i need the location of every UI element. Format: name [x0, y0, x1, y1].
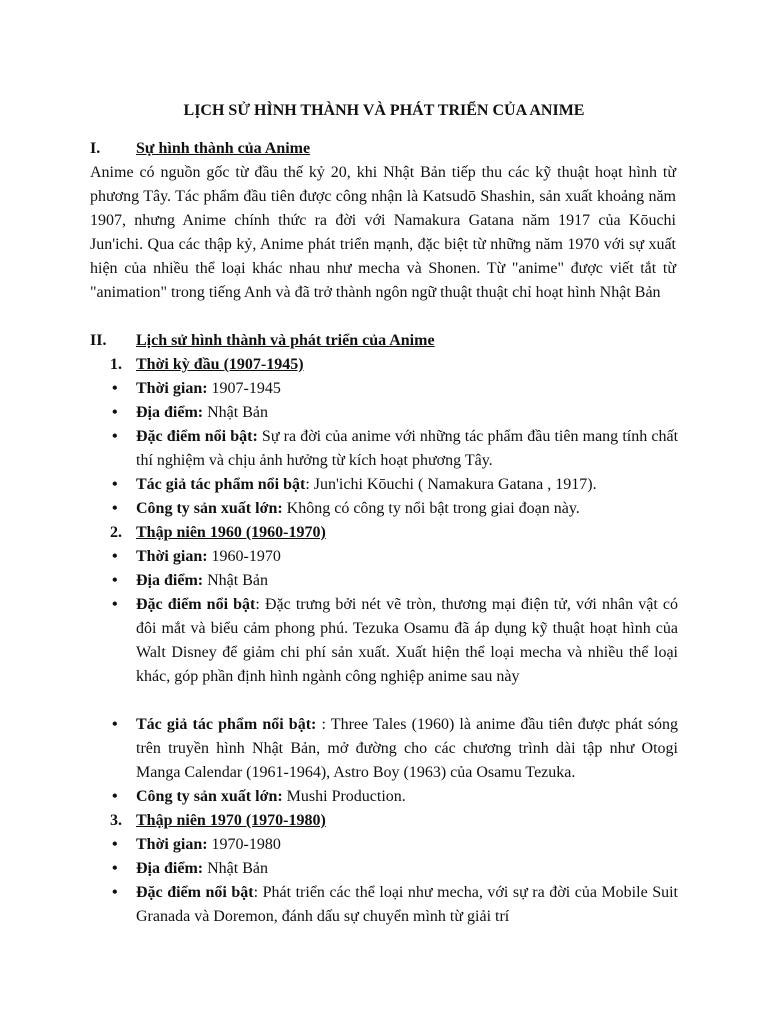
item-label: Công ty sản xuất lớn: — [136, 500, 283, 517]
period-2-heading — [110, 521, 690, 545]
list-item: • Đặc điểm nổi bật: Đặc trưng bởi nét vẽ tròn, thương mại điện tử, với nhân vật có đôi mắt và biểu cảm phong phú. Tezuka Osamu đã áp dụng kỹ thuật hoạt hình của Walt Disney để giảm chi phí sản xuất. Xuất hiện thể loại mecha và nhiều thể loại khác, góp phần định hình ngành công nghiệp anime sau này — [112, 596, 678, 685]
item-text: Không có công ty nổi bật trong giai đoạn này. — [282, 500, 580, 517]
item-text: 1907-1945 — [207, 380, 281, 397]
item-text: : Three Tales (1960) là anime đầu tiên được phát sóng trên truyền hình Nhật Bản, mở đường cho các chương trình dài tập như Otogi Manga Calendar (1961-1964), Astro Boy (1963) của Osamu Tezuka. — [136, 716, 679, 781]
list-item: • Đặc điểm nổi bật: Phát triển các thể loại như mecha, với sự ra đời của Mobile Suit Granada và Doremon, đánh dấu sự chuyển mình từ giải trí — [112, 884, 679, 925]
list-item: • Thời gian: 1970-1980 — [112, 836, 281, 853]
list-item: • Thời gian: 1907-1945 — [112, 380, 281, 397]
list-item: • Tác giả tác phẩm nổi bật: : Three Tales (1960) là anime đầu tiên được phát sóng trên truyền hình Nhật Bản, mở đường cho các chương trình dài tập như Otogi Manga Calendar (1961-1964), Astro Boy (1963) của Osamu Tezuka. — [112, 716, 679, 781]
list-item: • Đặc điểm nổi bật: Sự ra đời của anime với những tác phẩm đầu tiên mang tính chất thí nghiệm và chịu ảnh hưởng từ kích hoạt phương Tây. — [112, 428, 679, 469]
item-text: Nhật Bản — [203, 572, 268, 589]
item-label: Thời gian: — [136, 836, 208, 853]
item-text: : Phát triển các thể loại như mecha, với sự ra đời của Mobile Suit Granada và Doremon, đánh dấu sự chuyển mình từ giải trí — [136, 884, 679, 925]
list-item: • Công ty sản xuất lớn: Mushi Production. — [112, 788, 406, 805]
item-text: Mushi Production. — [282, 788, 406, 805]
item-text: : Jun'ichi Kōuchi ( Namakura Gatana , 1917). — [305, 476, 597, 493]
item-label: Tác giả tác phẩm nổi bật: — [136, 716, 317, 733]
item-label: Công ty sản xuất lớn: — [136, 788, 283, 805]
period-1-title: Thời kỳ đầu (1907-1945) — [136, 356, 304, 373]
item-text: Nhật Bản — [203, 404, 268, 421]
list-item: • Địa điểm: Nhật Bản — [112, 860, 268, 877]
period-2-number: 2. — [110, 524, 122, 541]
section-2-title: Lịch sử hình thành và phát triển của Anime — [136, 332, 435, 349]
item-label: Tác giả tác phẩm nổi bật — [136, 476, 306, 493]
item-label: Thời gian: — [136, 548, 208, 565]
item-text: : Đặc trưng bởi nét vẽ tròn, thương mại điện tử, với nhân vật có đôi mắt và biểu cảm phong phú. Tezuka Osamu đã áp dụng kỹ thuật hoạt hình của Walt Disney để giảm chi phí sản xuất. Xuất hiện thể loại mecha và nhiều thể loại khác, góp phần định hình ngành công nghiệp anime sau này — [136, 596, 678, 685]
item-label: Đặc điểm nổi bật — [136, 596, 256, 613]
item-label: Đặc điểm nổi bật: — [136, 428, 258, 445]
period-3-heading — [110, 809, 690, 833]
list-item: • Địa điểm: Nhật Bản — [112, 404, 268, 421]
period-3-number: 3. — [110, 812, 122, 829]
section-2-number: II. — [90, 332, 107, 349]
item-text: 1970-1980 — [207, 836, 281, 853]
document-title: LỊCH SỬ HÌNH THÀNH VÀ PHÁT TRIỂN CỦA ANIME — [183, 102, 585, 119]
item-label: Địa điểm: — [136, 572, 204, 589]
list-item: • Công ty sản xuất lớn: Không có công ty nổi bật trong giai đoạn này. — [112, 500, 580, 517]
section-1-heading — [90, 137, 690, 161]
item-text: Sự ra đời của anime với những tác phẩm đầu tiên mang tính chất thí nghiệm và chịu ảnh hưởng từ kích hoạt phương Tây. — [136, 428, 679, 469]
item-label: Thời gian: — [136, 380, 208, 397]
list-item: • Thời gian: 1960-1970 — [112, 548, 281, 565]
item-label: Địa điểm: — [136, 404, 204, 421]
period-3-title: Thập niên 1970 (1970-1980) — [136, 812, 326, 829]
list-item: • Tác giả tác phẩm nổi bật: Jun'ichi Kōuchi ( Namakura Gatana , 1917). — [112, 476, 597, 493]
section-1-title: Sự hình thành của Anime — [136, 140, 311, 157]
section-1-paragraph: Anime có nguồn gốc từ đầu thế kỷ 20, khi Nhật Bản tiếp thu các kỹ thuật hoạt hình từ phương Tây. Tác phẩm đầu tiên được công nhận là Katsudō Shashin, sản xuất khoảng năm 1907, nhưng Anime chính thức ra đời với Namakura Gatana năm 1917 của Kōuchi Jun'ichi. Qua các thập kỷ, Anime phát triển mạnh, đặc biệt từ những năm 1970 với sự xuất hiện của nhiều thể loại khác nhau như mecha và Shonen. Từ "anime" được viết tắt từ "animation" trong tiếng Anh và đã trở thành ngôn ngữ thuật thuật chỉ hoạt hình Nhật Bản — [90, 164, 676, 301]
period-1-heading — [110, 353, 690, 377]
item-label: Đặc điểm nổi bật — [136, 884, 254, 901]
item-label: Địa điểm: — [136, 860, 204, 877]
list-item: • Địa điểm: Nhật Bản — [112, 572, 268, 589]
section-1-number: I. — [90, 140, 101, 157]
section-2-heading — [90, 329, 690, 353]
period-2-title: Thập niên 1960 (1960-1970) — [136, 524, 326, 541]
period-1-number: 1. — [110, 356, 122, 373]
item-text: 1960-1970 — [207, 548, 281, 565]
item-text: Nhật Bản — [203, 860, 268, 877]
